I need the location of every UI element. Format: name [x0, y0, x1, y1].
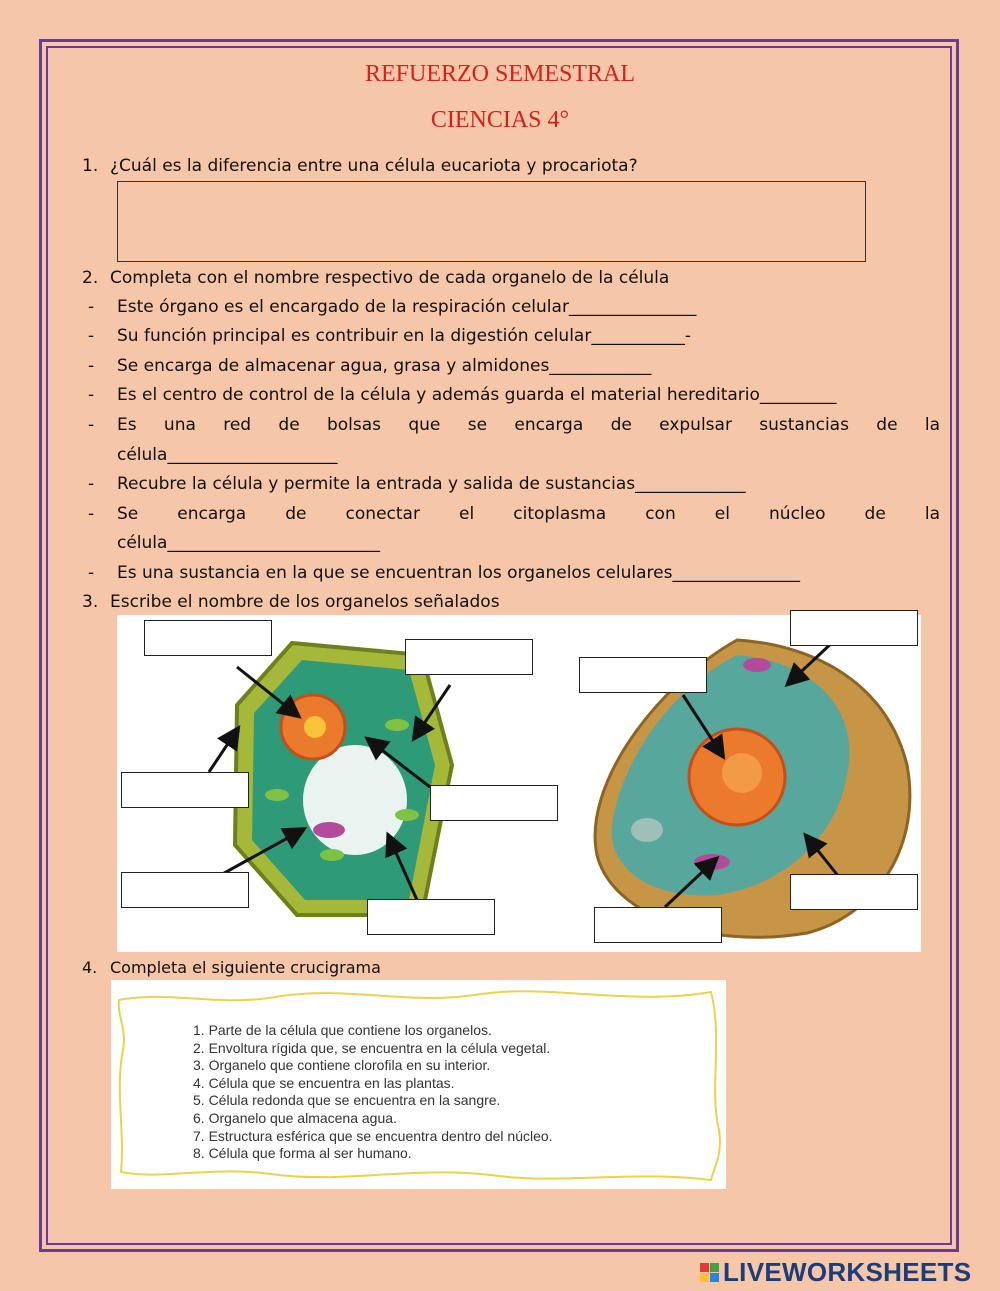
question-text: Completa con el nombre respectivo de cada organelo de la célula	[110, 268, 670, 288]
q2-item-text: Es una red de bolsas que se encarga de expulsar sustancias de la	[117, 415, 940, 435]
question-text: Completa el siguiente crucigrama	[110, 958, 381, 977]
logo-grid-icon	[700, 1263, 719, 1282]
clue-item: 6. Organelo que almacena agua.	[193, 1109, 397, 1126]
q2-item-text[interactable]: Su función principal es contribuir en la digestión celular___________-	[117, 326, 691, 346]
organelle-label-input[interactable]	[144, 620, 272, 656]
q2-item-text[interactable]: célula_________________________	[117, 533, 380, 553]
answer-1-textbox[interactable]	[117, 181, 866, 262]
clue-item: 7. Estructura esférica que se encuentra dentro del núcleo.	[193, 1127, 553, 1144]
cell-diagrams	[117, 615, 921, 952]
q2-item-text[interactable]: Se encarga de almacenar agua, grasa y almidones____________	[117, 356, 652, 376]
q2-item-text: Se encarga de conectar el citoplasma con el núcleo de la	[117, 504, 940, 524]
clue-item: 2. Envoltura rígida que, se encuentra en la célula vegetal.	[193, 1039, 551, 1056]
organelle-label-input[interactable]	[790, 874, 918, 910]
bullet-dash: -	[88, 563, 95, 583]
question-3	[82, 592, 500, 612]
clue-item: 8. Célula que forma al ser humano.	[193, 1145, 412, 1162]
organelle-label-input[interactable]	[121, 872, 249, 908]
question-2	[82, 268, 669, 288]
bullet-dash: -	[88, 326, 95, 346]
clue-item: 5. Célula redonda que se encuentra en la sangre.	[193, 1092, 501, 1109]
clue-item: 3. Organelo que contiene clorofila en su interior.	[193, 1057, 491, 1074]
organelle-label-input[interactable]	[367, 899, 495, 935]
q2-item-text[interactable]: Recubre la célula y permite la entrada y salida de sustancias_____________	[117, 474, 746, 494]
question-4	[82, 958, 381, 977]
logo-text: LIVEWORKSHEETS	[723, 1256, 972, 1287]
bullet-dash: -	[88, 415, 95, 435]
question-1	[82, 156, 638, 176]
bullet-dash: -	[88, 356, 95, 376]
page-title: REFUERZO SEMESTRAL	[364, 61, 636, 87]
arrow	[209, 730, 237, 772]
bullet-dash: -	[88, 297, 95, 317]
question-number: 1.	[82, 156, 99, 176]
bullet-dash: -	[88, 385, 95, 405]
organelle-label-input[interactable]	[594, 907, 722, 943]
bullet-dash: -	[88, 474, 95, 494]
page-subtitle: CIENCIAS 4°	[430, 107, 570, 133]
question-number: 4.	[82, 958, 98, 977]
q2-item-text[interactable]: Es una sustancia en la que se encuentran los organelos celulares_______________	[117, 563, 800, 583]
question-text: ¿Cuál es la diferencia entre una célula eucariota y procariota?	[110, 156, 638, 176]
question-number: 2.	[82, 268, 99, 288]
q2-item-text[interactable]: Este órgano es el encargado de la respiración celular_______________	[117, 297, 697, 317]
crossword-clues	[193, 1022, 553, 1163]
q2-item-text[interactable]: Es el centro de control de la célula y además guarda el material hereditario_________	[117, 385, 837, 405]
organelle-label-input[interactable]	[790, 610, 918, 646]
bullet-dash: -	[88, 504, 95, 524]
question-number: 3.	[82, 592, 99, 612]
organelle-label-input[interactable]	[579, 657, 707, 693]
organelle-label-input[interactable]	[430, 785, 558, 821]
organelle-label-input[interactable]	[405, 639, 533, 675]
liveworksheets-logo[interactable]	[700, 1258, 971, 1286]
q2-item-text[interactable]: célula____________________	[117, 445, 338, 465]
clue-item: 4. Célula que se encuentra en las plantas.	[193, 1074, 455, 1091]
crossword-clues-panel	[111, 980, 726, 1189]
clue-item: 1. Parte de la célula que contiene los organelos.	[193, 1022, 492, 1038]
organelle-label-input[interactable]	[121, 772, 249, 808]
question-text: Escribe el nombre de los organelos señalados	[110, 592, 500, 612]
